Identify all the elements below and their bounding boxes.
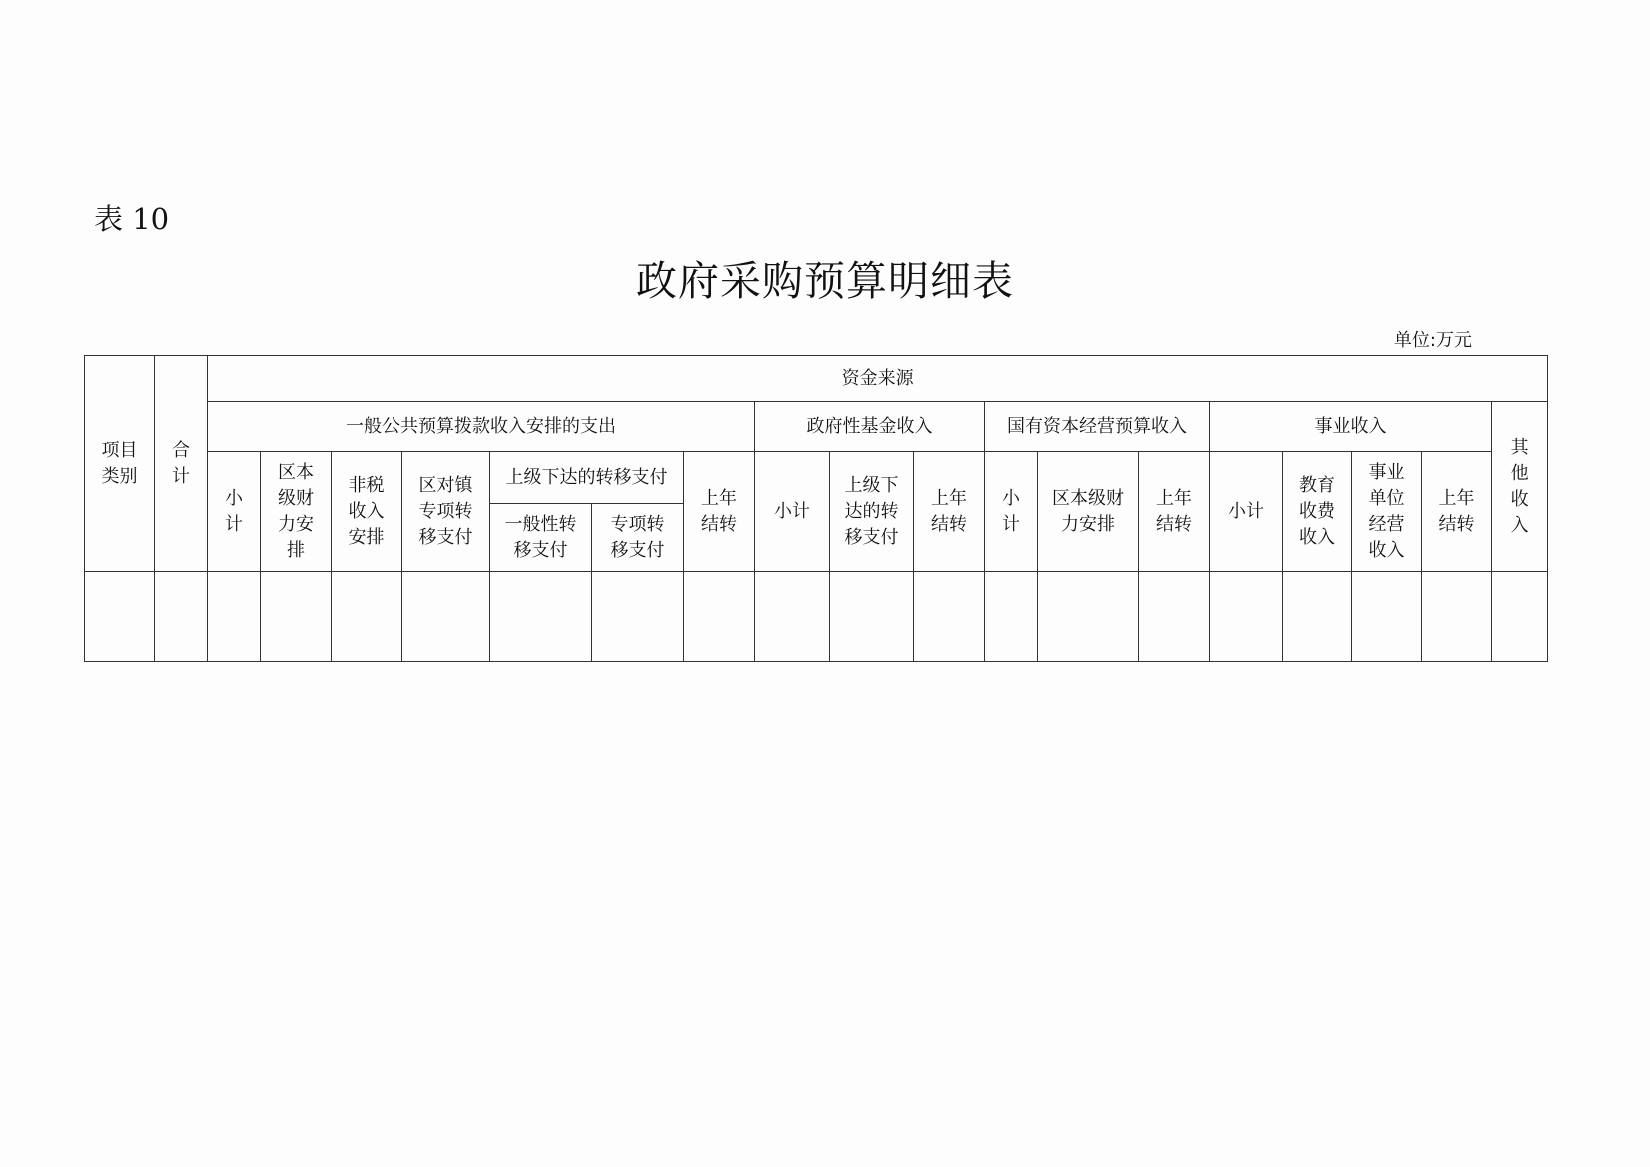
header-business-operating: 事业单位经营收入 [1352,452,1422,572]
header-business-subtotal: 小计 [1210,452,1283,572]
table-cell [1283,572,1352,662]
header-business-carryover: 上年结转 [1422,452,1492,572]
table-cell [1139,572,1210,662]
header-gov-fund-subtotal: 小计 [755,452,830,572]
table-cell [85,572,155,662]
header-total: 合计 [155,356,208,572]
document-title: 政府采购预算明细表 [636,257,1014,305]
table-cell [261,572,332,662]
table-cell [914,572,985,662]
table-cell [684,572,755,662]
header-general-budget: 一般公共预算拨款收入安排的支出 [208,402,755,452]
header-general-subtotal: 小计 [208,452,261,572]
header-state-capital-carryover: 上年结转 [1139,452,1210,572]
table-cell [332,572,402,662]
header-town-special-transfer: 区对镇专项转移支付 [402,452,490,572]
table-cell [1210,572,1283,662]
table-cell [1352,572,1422,662]
header-general-transfer: 一般性转移支付 [490,504,592,572]
table-cell [1492,572,1548,662]
table-cell [1038,572,1139,662]
header-gov-fund-upper-transfer: 上级下达的转移支付 [830,452,914,572]
header-project-category: 项目类别 [85,356,155,572]
table-number-label: 表 10 [94,202,170,236]
header-state-capital: 国有资本经营预算收入 [985,402,1210,452]
header-state-capital-subtotal: 小计 [985,452,1038,572]
header-gov-fund-carryover: 上年结转 [914,452,985,572]
unit-label: 单位:万元 [1393,330,1472,351]
header-other-income: 其他收入 [1492,402,1548,572]
header-non-tax: 非税收入安排 [332,452,402,572]
table-cell [592,572,684,662]
table-cell [755,572,830,662]
header-gov-fund: 政府性基金收入 [755,402,985,452]
header-education-fee: 教育收费收入 [1283,452,1352,572]
header-upper-transfer: 上级下达的转移支付 [490,452,684,504]
table-cell [402,572,490,662]
table-row [85,572,1548,662]
header-state-capital-district-fiscal: 区本级财力安排 [1038,452,1139,572]
table-cell [208,572,261,662]
header-fund-source: 资金来源 [208,356,1548,402]
header-business-income: 事业收入 [1210,402,1492,452]
header-special-transfer: 专项转移支付 [592,504,684,572]
header-district-fiscal: 区本级财力安排 [261,452,332,572]
table-cell [1422,572,1492,662]
table-cell [985,572,1038,662]
header-general-carryover: 上年结转 [684,452,755,572]
table-cell [155,572,208,662]
table-cell [830,572,914,662]
table-cell [490,572,592,662]
procurement-budget-table [84,355,1548,662]
